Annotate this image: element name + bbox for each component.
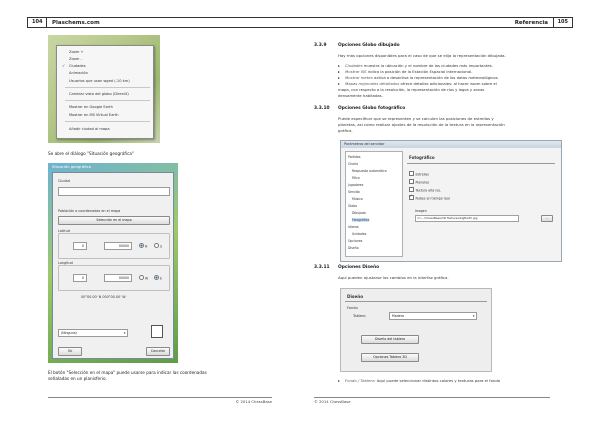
- city-label: Ciudad: [58, 179, 70, 183]
- left-page-number: 104: [27, 17, 47, 28]
- design-title: Diseño: [347, 294, 364, 299]
- left-page-header: [28, 17, 300, 28]
- tree-item-unidades[interactable]: Unidades: [352, 232, 367, 236]
- book-icon[interactable]: [151, 325, 163, 338]
- options-tree: [345, 151, 403, 257]
- menu-separator: [65, 87, 150, 88]
- menu-item-animation[interactable]: Animación: [69, 71, 88, 75]
- right-page: [300, 0, 600, 424]
- tree-item-partidas[interactable]: Partidas: [348, 155, 361, 159]
- tree-item-charla[interactable]: Charla: [348, 162, 359, 166]
- checkmark-icon: ✓: [62, 63, 66, 68]
- tree-item-filtro[interactable]: Filtro: [352, 176, 360, 180]
- context-menu-screenshot: [48, 35, 160, 143]
- menu-item-zoom-in[interactable]: Zoom +: [69, 50, 84, 54]
- coordinates-readout: 00°00.00' N 000°00.00' W: [81, 295, 126, 299]
- bullet-regional-maps-cont-2: densamente habitadas.: [338, 93, 383, 98]
- geo-location-dialog-screenshot: [48, 163, 178, 363]
- latitude-group: [58, 233, 170, 259]
- caption-select-button-2: señaladas en un planisferio.: [48, 376, 107, 381]
- menu-item-google-earth[interactable]: Mostrar en Google Earth: [69, 105, 113, 109]
- design-options-screenshot: [340, 288, 492, 372]
- section-heading-globe-photo: 3.3.10 Opciones Globo fotográfico: [314, 106, 406, 111]
- menu-separator: [65, 121, 150, 122]
- section-photo-text-1: Puede especificar que se representen y se calculen las posiciones de estrellas y: [338, 116, 494, 121]
- checkbox-stars[interactable]: Estrellas: [409, 171, 429, 176]
- tree-item-opciones[interactable]: Opciones: [348, 239, 363, 243]
- pane-divider: [407, 163, 555, 164]
- bullet-meteo: ▸ Mostrar meteo activa o desactiva la representación de los datos meteorológicos.: [338, 75, 499, 80]
- latitude-label: Latitud: [58, 229, 70, 233]
- menu-item-zoom-out[interactable]: Zoom -: [69, 57, 82, 61]
- bullet-iss: ▸ Mostrar ISS indica la posición de la Estación Espacial Internacional.: [338, 69, 473, 74]
- section-heading-design: 3.3.11 Opciones Diseño: [314, 265, 380, 270]
- browse-button[interactable]: ...: [541, 215, 553, 222]
- section-intro: Hay más opciones disponibles para el caso de que se elija la representación dibujada.: [338, 53, 506, 58]
- menu-item-virtual-earth[interactable]: Mostrar en MS Virtual Earth: [69, 113, 119, 117]
- bullet-regional-maps: ▸ Mapas regionales detallados ofrece detalles adicionales: al hacer zoom sobre el: [338, 81, 497, 86]
- population-label: Población o coordenadas en el mapa: [58, 209, 121, 213]
- longitude-west-radio[interactable]: W: [139, 275, 148, 280]
- longitude-east-radio[interactable]: E: [154, 275, 162, 280]
- tree-item-globo[interactable]: Globo: [348, 204, 358, 208]
- bullet-cities: ▸ Ciudades muestra la ubicación y el nombre de las ciudades más importantes.: [338, 63, 493, 68]
- section-heading-globe-drawn: 3.3.9 Opciones Globo dibujado: [314, 43, 400, 48]
- cancel-button[interactable]: Cancelar: [146, 347, 170, 356]
- city-input[interactable]: [58, 187, 170, 196]
- background-group-label: Fondo: [347, 306, 358, 310]
- checkbox-planets[interactable]: Planetas: [409, 179, 429, 184]
- bullet-background-board: ▸ Fondo / Tablero: Aquí puede seleccionar distintos colores y texturas para el fondo: [338, 378, 501, 383]
- right-footer: © 2014 ChessBase: [314, 397, 550, 405]
- chevron-down-icon: ▾: [472, 314, 475, 318]
- latitude-degrees-spinner[interactable]: 0: [73, 242, 87, 250]
- design-divider: [345, 301, 487, 302]
- tree-item-idioma[interactable]: Idioma: [348, 225, 359, 229]
- caption-dialog-opens: Se abre el diálogo "Situación geográfica": [48, 151, 134, 156]
- left-footer: © 2014 ChessBase: [48, 397, 272, 405]
- tree-item-servido[interactable]: Servido: [348, 190, 360, 194]
- location-dropdown[interactable]: (Ninguna) ▾: [58, 329, 128, 337]
- checkbox-realtime-clouds[interactable]: ✓Nubes en tiempo real: [409, 195, 450, 200]
- longitude-minutes-input[interactable]: 00000: [104, 274, 132, 282]
- menu-item-users-nearby[interactable]: Usuarios que usan wged (-10 km): [69, 79, 130, 83]
- ok-button[interactable]: Ok: [58, 347, 82, 356]
- menu-item-cities[interactable]: ✓ Ciudades: [62, 63, 86, 68]
- section-design-text: Aquí pueden ajustarse los cambios en la interfaz gráfica.: [338, 275, 449, 280]
- select-on-map-button[interactable]: Selección en el mapa: [58, 216, 170, 225]
- chevron-down-icon: ▾: [123, 331, 126, 335]
- image-label: Imagen: [415, 209, 427, 213]
- longitude-group: [58, 265, 170, 291]
- bullet-regional-maps-cont-1: mapa, con respecto a la resolución, la representación de ríos y lagos y zonas: [338, 87, 485, 92]
- tree-item-jugadores[interactable]: Jugadores: [348, 183, 364, 187]
- longitude-degrees-spinner[interactable]: 0: [73, 274, 87, 282]
- longitude-label: Longitud: [58, 261, 73, 265]
- tree-item-musica[interactable]: Música: [352, 197, 363, 201]
- checkbox-high-res-texture[interactable]: Textura alta res.: [409, 187, 441, 192]
- left-header-title: Plaschems.com: [52, 19, 100, 26]
- latitude-south-radio[interactable]: S: [154, 243, 162, 248]
- section-photo-text-3: gráfica.: [338, 128, 353, 133]
- right-page-header: [300, 17, 572, 28]
- latitude-minutes-input[interactable]: 00000: [104, 242, 132, 250]
- pane-title: Fotográfico: [409, 155, 435, 160]
- menu-item-change-globe-view[interactable]: Cambiar vista del globo (DirectX): [69, 92, 129, 96]
- latitude-north-radio[interactable]: N: [139, 243, 147, 248]
- menu-separator: [65, 100, 150, 101]
- dialog-body: [52, 172, 174, 359]
- board-label: Tablero: [353, 314, 366, 318]
- board-3d-options-button[interactable]: Opciones Tablero 3D: [361, 353, 419, 362]
- tree-item-dibujado[interactable]: Dibujado: [352, 211, 366, 215]
- tree-item-fotografico[interactable]: Fotográfico: [352, 218, 370, 222]
- context-menu: [56, 45, 154, 139]
- caption-select-button-1: El botón "Selección en el mapa" puede usarse para indicar las coordenadas: [48, 370, 207, 375]
- right-page-number: 105: [553, 17, 573, 28]
- board-dropdown[interactable]: Madera ▾: [389, 312, 477, 320]
- menu-item-add-city[interactable]: Añadir ciudad al mapa: [69, 127, 110, 131]
- dialog-title: Situación geográfica: [52, 164, 91, 169]
- board-design-button[interactable]: Diseño del tablero: [361, 335, 419, 344]
- image-path-field[interactable]: C:\...\ChessBase\3D Textures\bigEarth.jpg: [415, 215, 519, 222]
- right-header-title: Referencia: [514, 19, 548, 26]
- server-params-dialog-screenshot: [340, 140, 562, 262]
- tree-item-auto-reply[interactable]: Respuesta automática: [352, 169, 387, 173]
- params-dialog-title: Parámetros del servidor: [341, 141, 561, 148]
- tree-item-diseno[interactable]: Diseño: [348, 246, 359, 250]
- section-photo-text-2: planetas, así como realizar ajustes de la resolución de la textura en la representación: [338, 122, 505, 127]
